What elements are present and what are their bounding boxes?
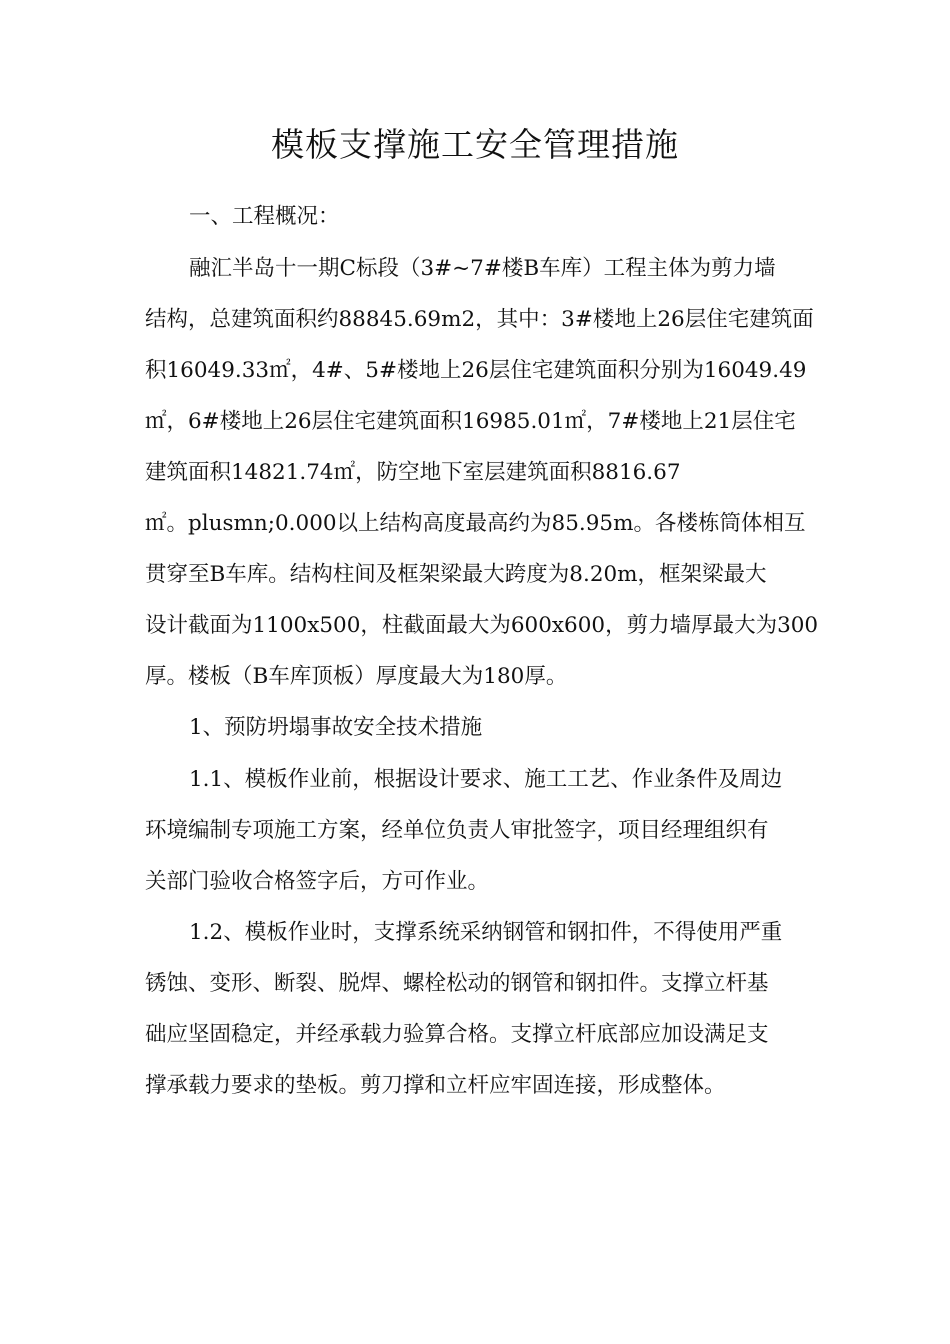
- paragraph-line: 锈蚀、变形、断裂、脱焊、螺栓松动的钢管和钢扣件。支撑立杆基: [145, 971, 769, 996]
- paragraph-line: 贯穿至B车库。结构柱间及框架梁最大跨度为8.20m，框架梁最大: [145, 562, 767, 587]
- paragraph-line: 撑承载力要求的垫板。剪刀撑和立杆应牢固连接，形成整体。: [145, 1073, 726, 1098]
- paragraph-line: ㎡。plusmn;0.000以上结构高度最高约为85.95m。各楼栋筒体相互: [145, 511, 806, 536]
- paragraph-line: 结构，总建筑面积约88845.69m2，其中：3#楼地上26层住宅建筑面: [145, 307, 814, 332]
- paragraph-line: ㎡，6#楼地上26层住宅建筑面积16985.01㎡，7#楼地上21层住宅: [145, 409, 796, 434]
- paragraph-line: 厚。楼板（B车库顶板）厚度最大为180厚。: [145, 664, 568, 689]
- document-title: 模板支撑施工安全管理措施: [271, 125, 679, 164]
- paragraph-line: 设计截面为1100x500，柱截面最大为600x600，剪力墙厚最大为300: [145, 613, 819, 638]
- paragraph-line: 1.1、模板作业前，根据设计要求、施工工艺、作业条件及周边: [189, 767, 783, 792]
- paragraph-line: 建筑面积14821.74㎡，防空地下室层建筑面积8816.67: [145, 460, 681, 485]
- paragraph-line: 积16049.33㎡，4#、5#楼地上26层住宅建筑面积分别为16049.49: [145, 358, 807, 383]
- paragraph-line: 融汇半岛十一期C标段（3#~7#楼B车库）工程主体为剪力墙: [189, 256, 776, 281]
- paragraph-line: 关部门验收合格签字后，方可作业。: [145, 869, 490, 894]
- section-heading-overview: 一、工程概况：: [189, 204, 340, 229]
- paragraph-line: 1.2、模板作业时，支撑系统采纳钢管和钢扣件，不得使用严重: [189, 920, 783, 945]
- paragraph-line: 础应坚固稳定，并经承载力验算合格。支撑立杆底部应加设满足支: [145, 1022, 769, 1047]
- section-heading-collapse-prevention: 1、预防坍塌事故安全技术措施: [189, 715, 483, 740]
- paragraph-line: 环境编制专项施工方案，经单位负责人审批签字，项目经理组织有: [145, 818, 769, 843]
